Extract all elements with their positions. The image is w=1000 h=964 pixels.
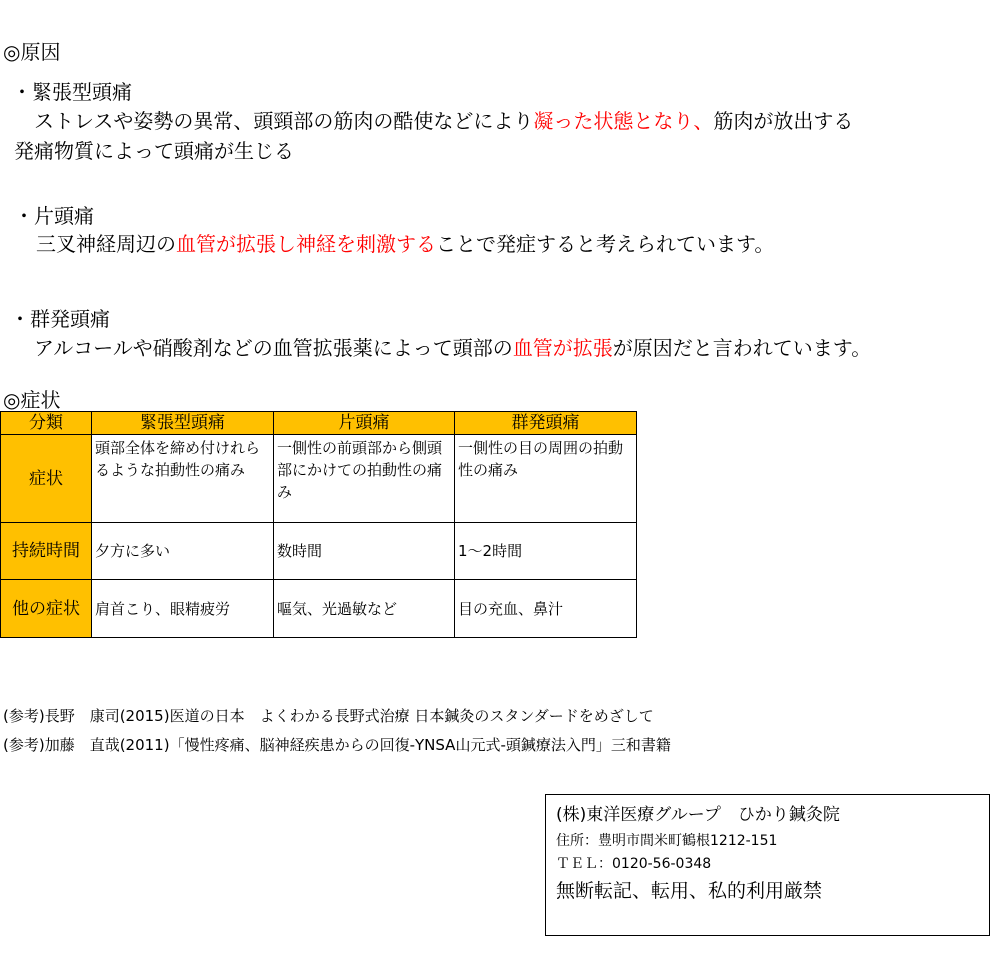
cause-heading: ◎原因 (3, 40, 61, 64)
header-migraine: 片頭痛 (274, 412, 455, 435)
cluster-text-a: アルコールや硝酸剤などの血管拡張薬によって頭部の (34, 336, 513, 360)
reference-1: (参考)長野 康司(2015)医道の日本 よくわかる長野式治療 日本鍼灸のスタンダードをめざして (3, 707, 654, 725)
table-cell: 頭部全体を締め付けれらるような拍動性の痛み (92, 435, 274, 523)
table-cell: 一側性の前頭部から側頭部にかけての拍動性の痛み (274, 435, 455, 523)
migraine-text-b: ことで発症すると考えられています。 (436, 232, 775, 256)
cluster-title: ・群発頭痛 (10, 307, 110, 331)
clinic-info-box (545, 794, 990, 936)
copyright-notice: 無断転記、転用、私的利用厳禁 (556, 880, 823, 902)
table-row (1, 523, 637, 580)
symptoms-heading: ◎症状 (3, 388, 61, 412)
header-tension: 緊張型頭痛 (92, 412, 274, 435)
clinic-tel: ＴＥＬ：0120-56-0348 (556, 856, 712, 872)
table-cell: 目の充血、鼻汁 (455, 580, 637, 638)
table-cell: 数時間 (274, 523, 455, 580)
table-header-row (1, 412, 637, 435)
migraine-title: ・片頭痛 (14, 204, 94, 228)
header-category: 分類 (1, 412, 92, 435)
migraine-text-a: 三叉神経周辺の (36, 232, 176, 256)
table-cell: 1～2時間 (455, 523, 637, 580)
cluster-line (34, 335, 871, 361)
table-row (1, 580, 637, 638)
table-cell: 肩首こり、眼精疲労 (92, 580, 274, 638)
row-label-other: 他の症状 (1, 580, 92, 638)
tension-line1 (34, 108, 853, 134)
cluster-text-b: が原因だと言われています。 (612, 336, 872, 360)
header-cluster: 群発頭痛 (455, 412, 637, 435)
table-row (1, 435, 637, 523)
migraine-line (36, 231, 774, 257)
tension-text-red: 凝った状態となり、 (533, 109, 714, 133)
tension-title: ・緊張型頭痛 (12, 80, 132, 104)
symptoms-table (0, 411, 637, 638)
reference-2: (参考)加藤 直哉(2011)「慢性疼痛、脳神経疾患からの回復-YNSA山元式-頭鍼療法入門」三和書籍 (3, 736, 671, 754)
tension-line2: 発痛物質によって頭痛が生じる (14, 139, 294, 163)
row-label-symptom: 症状 (1, 435, 92, 523)
table-cell: 嘔気、光過敏など (274, 580, 455, 638)
row-label-duration: 持続時間 (1, 523, 92, 580)
migraine-text-red: 血管が拡張し神経を刺激する (176, 232, 436, 256)
clinic-address: 住所：豊明市間米町鶴根1212-151 (556, 833, 778, 849)
table-cell: 一側性の目の周囲の拍動性の痛み (455, 435, 637, 523)
clinic-name: (株)東洋医療グループ ひかり鍼灸院 (556, 805, 840, 825)
tension-text-b: 筋肉が放出する (713, 109, 854, 133)
tension-text-a: ストレスや姿勢の異常、頭頸部の筋肉の酷使などにより (34, 109, 534, 133)
cluster-text-red: 血管が拡張 (512, 336, 613, 360)
table-cell: 夕方に多い (92, 523, 274, 580)
